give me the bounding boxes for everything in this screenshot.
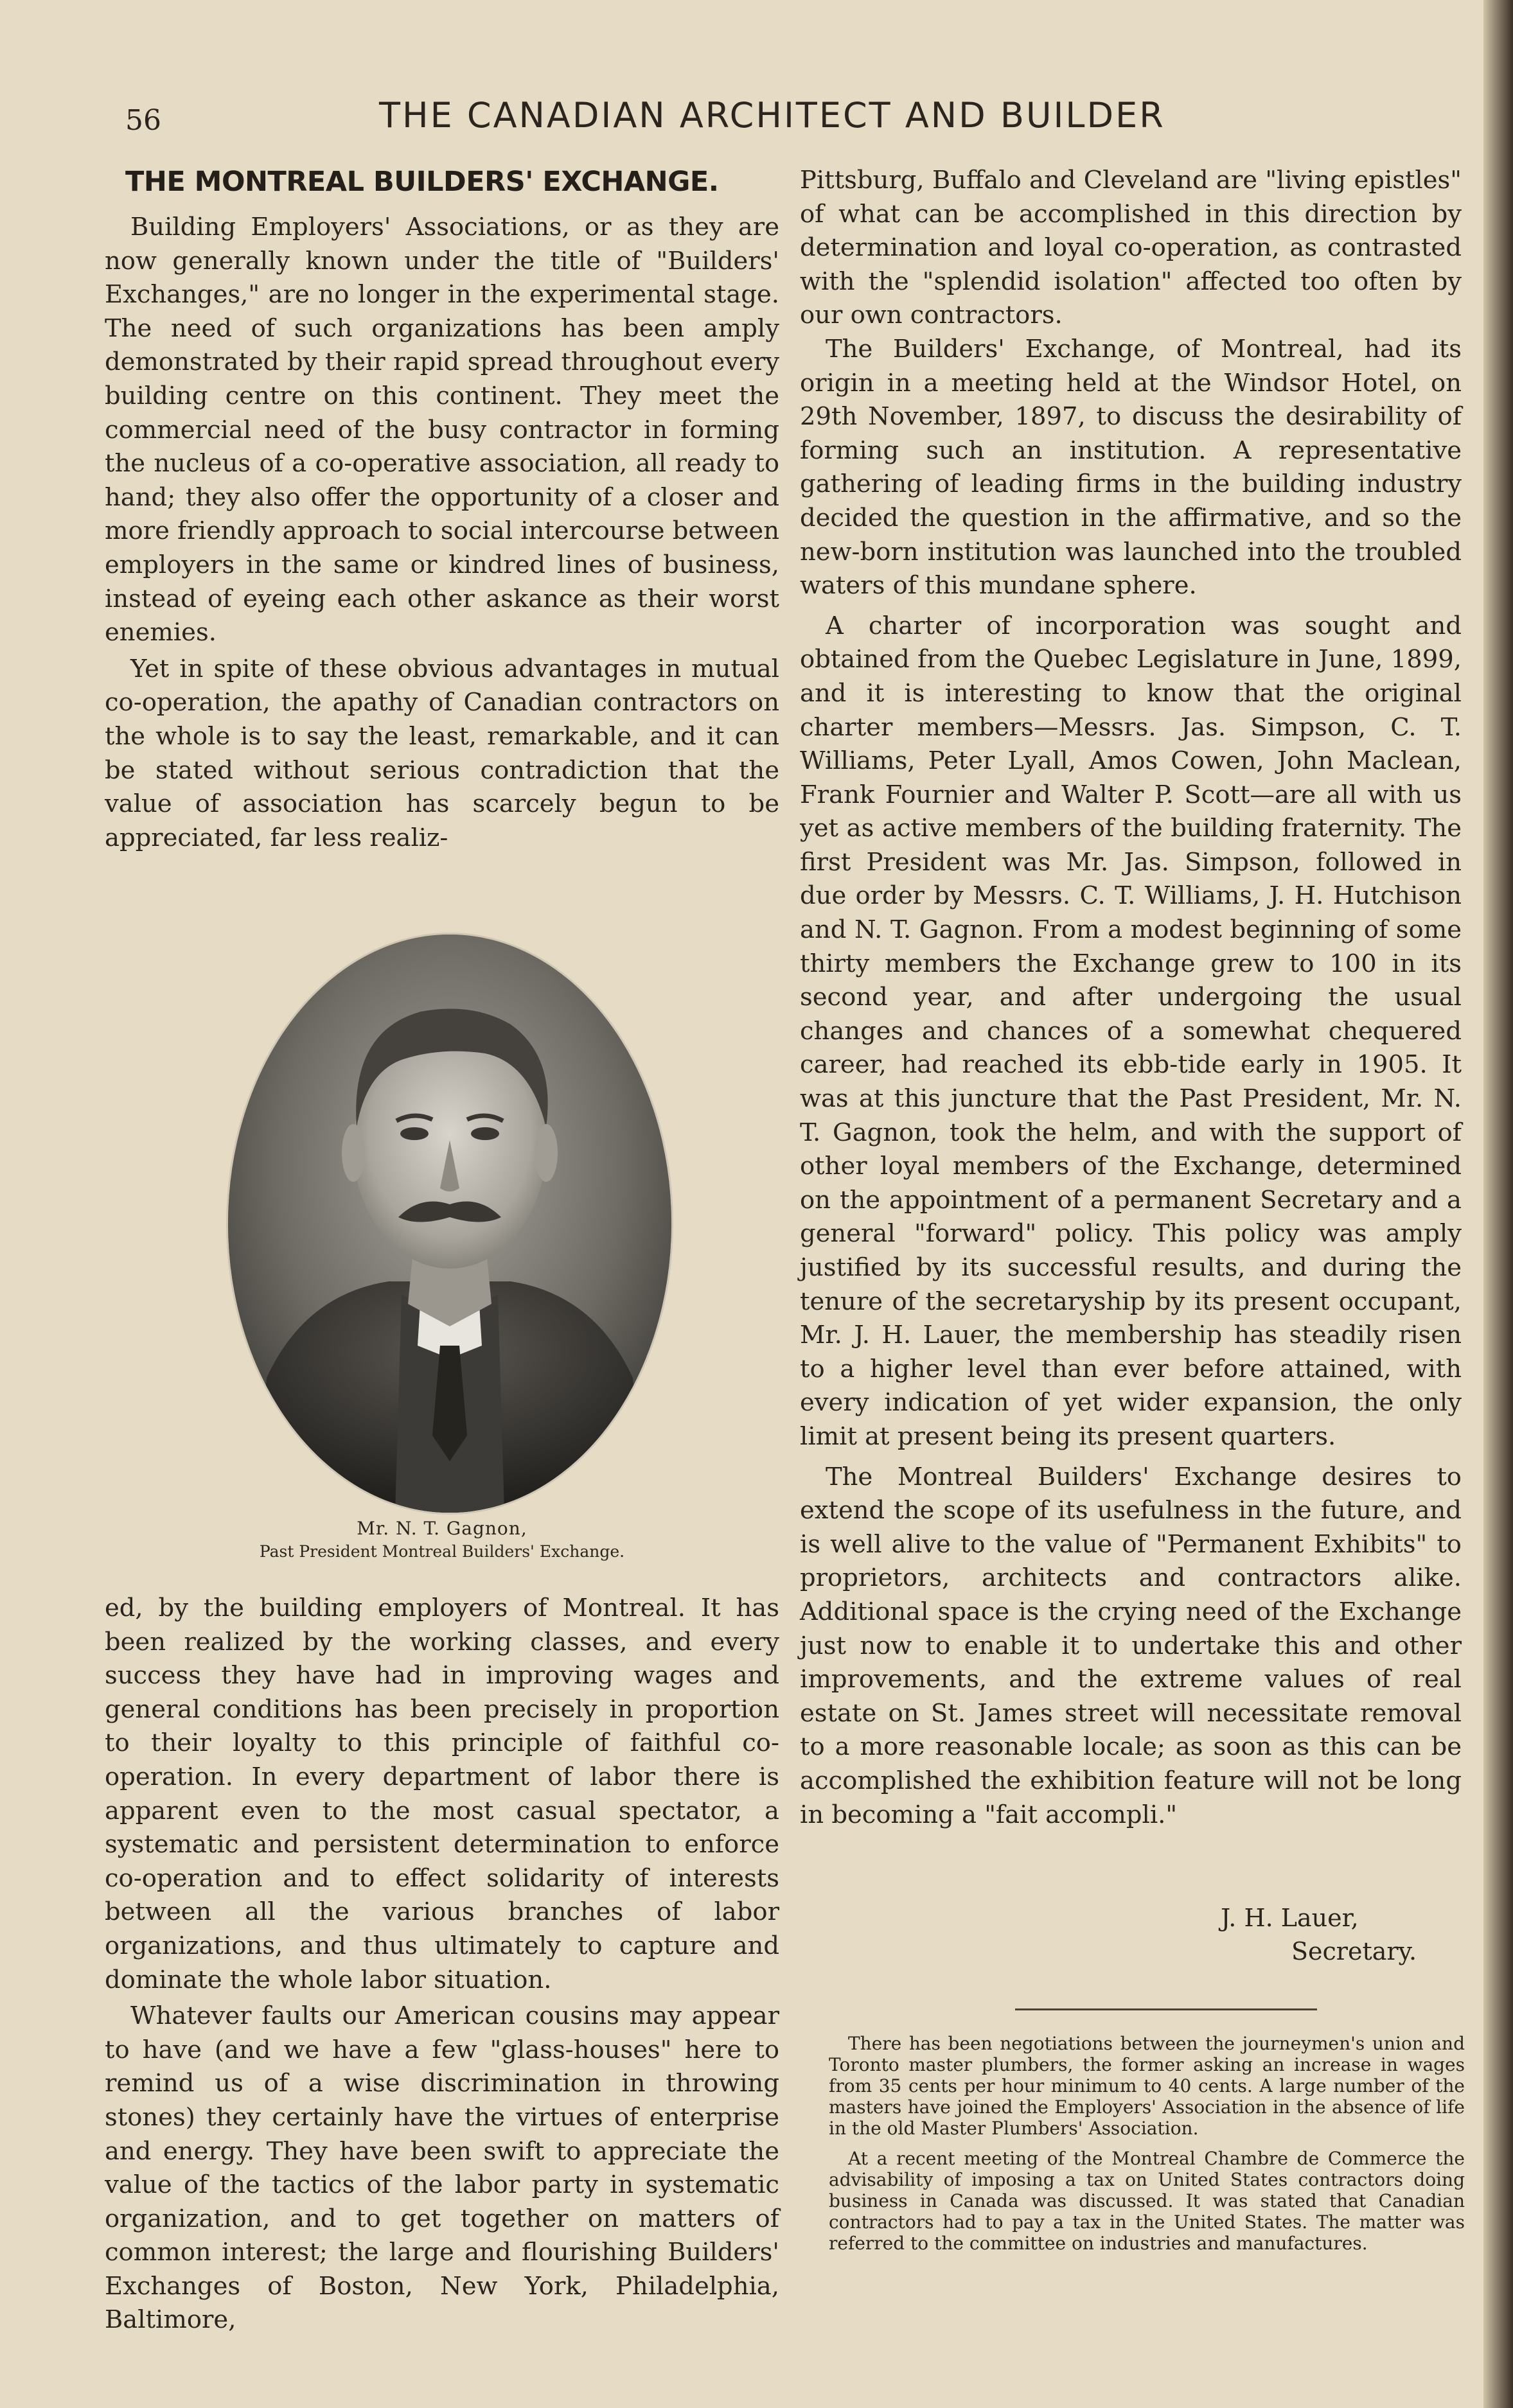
portrait-photo: [228, 935, 671, 1513]
page-number: 56: [125, 104, 161, 137]
paragraph: The Builders' Exchange, of Montreal, had its origin in a meeting held at the Windsor Hotel, on 29th November, 1897, to discuss the desirability of forming such an institution. A representative gathering of leading firms in the building industry decided the question in the affirmative, and so the new-born institution was launched into the troubled waters of this mundane sphere.: [800, 334, 1462, 601]
news-note: At a recent meeting of the Montreal Chambre de Commerce the advisability of imposing a tax on United States contractors doing business in Canada was discussed. It was stated that Canadian contractors had to pay a tax in the United States. The matter was referred to the committee on industries and manufactures.: [829, 2148, 1465, 2254]
right-column: [800, 164, 1462, 1832]
page-header: [0, 95, 1452, 146]
article-title: THE MONTREAL BUILDERS' EXCHANGE.: [125, 166, 719, 198]
paragraph: A charter of incorporation was sought and obtained from the Quebec Legislature in June, 1899, and it is interesting to know that the original charter members—Messrs. Jas. Simpson, C. T. Williams, Peter Lyall, Amos Cowen, John Maclean, Frank Fournier and Walter P. Scott—are all with us yet as active members of the building fraternity. The first President was Mr. Jas. Simpson, followed in due order by Messrs. C. T. Williams, J. H. Hutchison and N. T. Gagnon. From a modest beginning of some thirty members the Exchange grew to 100 in its second year, and after undergoing the usual changes and chances of a somewhat chequered career, had reached its ebb-tide early in 1905. It was at this juncture that the Past President, Mr. N. T. Gagnon, took the helm, and with the support of other loyal members of the Exchange, determined on the appointment of a permanent Secretary and a general "forward" policy. This policy was amply justified by its successful results, and during the tenure of the secretaryship by its present occupant, Mr. J. H. Lauer, the membership has steadily risen to a higher level than ever before attained, with every indication of yet wider expansion, the only limit at present being its present quarters.: [800, 611, 1462, 1451]
signature: [1221, 1901, 1417, 1968]
magazine-title: THE CANADIAN ARCHITECT AND BUILDER: [379, 95, 1165, 136]
news-notes: [829, 2033, 1465, 2263]
paragraph: Pittsburg, Buffalo and Cleveland are "living epistles" of what can be accomplished in this direction by determination and loyal co-operation, as contrasted with the "splendid isolation" affected too often by our own contractors.: [800, 166, 1462, 330]
paragraph: ed, by the building employers of Montreal. It has been realized by the working classes, and every success they have had in improving wages and general conditions has been precisely in proportion to their loyalty to this principle of faithful co-operation. In every department of labor there is apparent even to the most casual spectator, a systematic and persistent determination to enforce co-operation and to effect solidarity of interests between all the various branches of labor organizations, and thus ultimately to capture and dominate the whole labor situation.: [105, 1594, 779, 1994]
page-binding-edge: [1483, 0, 1513, 2408]
portrait: [228, 935, 671, 1513]
caption-subtitle: Past President Montreal Builders' Exchange.: [259, 1542, 625, 1561]
paragraph: Whatever faults our American cousins may appear to have (and we have a few "glass-houses" here to remind us of a wise discrimination in throwing stones) they certainly have the virtues of enterprise and energy. They have been swift to appreciate the value of the tactics of the labor party in systematic organization, and to get together on matters of common interest; the large and flourishing Builders' Exchanges of Boston, New York, Philadelphia, Baltimore,: [105, 2001, 779, 2335]
portrait-illustration: [228, 935, 671, 1513]
divider-rule: [1015, 2008, 1317, 2010]
left-column-top: [105, 199, 779, 855]
signature-name: J. H. Lauer,: [1221, 1904, 1359, 1932]
portrait-caption: [105, 1517, 779, 1563]
caption-name: Mr. N. T. Gagnon,: [357, 1518, 527, 1539]
signature-title: Secretary.: [1291, 1937, 1417, 1965]
paragraph: Building Employers' Associations, or as they are now generally known under the title of "Builders' Exchanges," are no longer in the experimental stage. The need of such organizations has been amply demonstrated by their rapid spread throughout every building centre on this continent. They meet the commercial need of the busy contractor in forming the nucleus of a co-operative association, all ready to hand; they also offer the opportunity of a closer and more friendly approach to social intercourse between employers in the same or kindred lines of business, instead of eyeing each other askance as their worst enemies.: [105, 213, 779, 647]
left-column-bottom: [105, 1592, 779, 2337]
news-note: There has been negotiations between the journeymen's union and Toronto master plumbers, the former asking an increase in wages from 35 cents per hour minimum to 40 cents. A large number of the masters have joined the Employers' Association in the absence of life in the old Master Plumbers' Association.: [829, 2033, 1465, 2139]
paragraph: The Montreal Builders' Exchange desires to extend the scope of its usefulness in the future, and is well alive to the value of "Permanent Exhibits" to proprietors, architects and contractors alike. Additional space is the crying need of the Exchange just now to enable it to undertake this and other improvements, and the extreme values of real estate on St. James street will necessitate removal to a more reasonable locale; as soon as this can be accomplished the exhibition feature will not be long in becoming a "fait accompli.": [800, 1462, 1462, 1829]
paragraph: Yet in spite of these obvious advantages in mutual co-operation, the apathy of Canadian contractors on the whole is to say the least, remarkable, and it can be stated without serious contradiction that the value of association has scarcely begun to be appreciated, far less realiz-: [105, 654, 779, 852]
